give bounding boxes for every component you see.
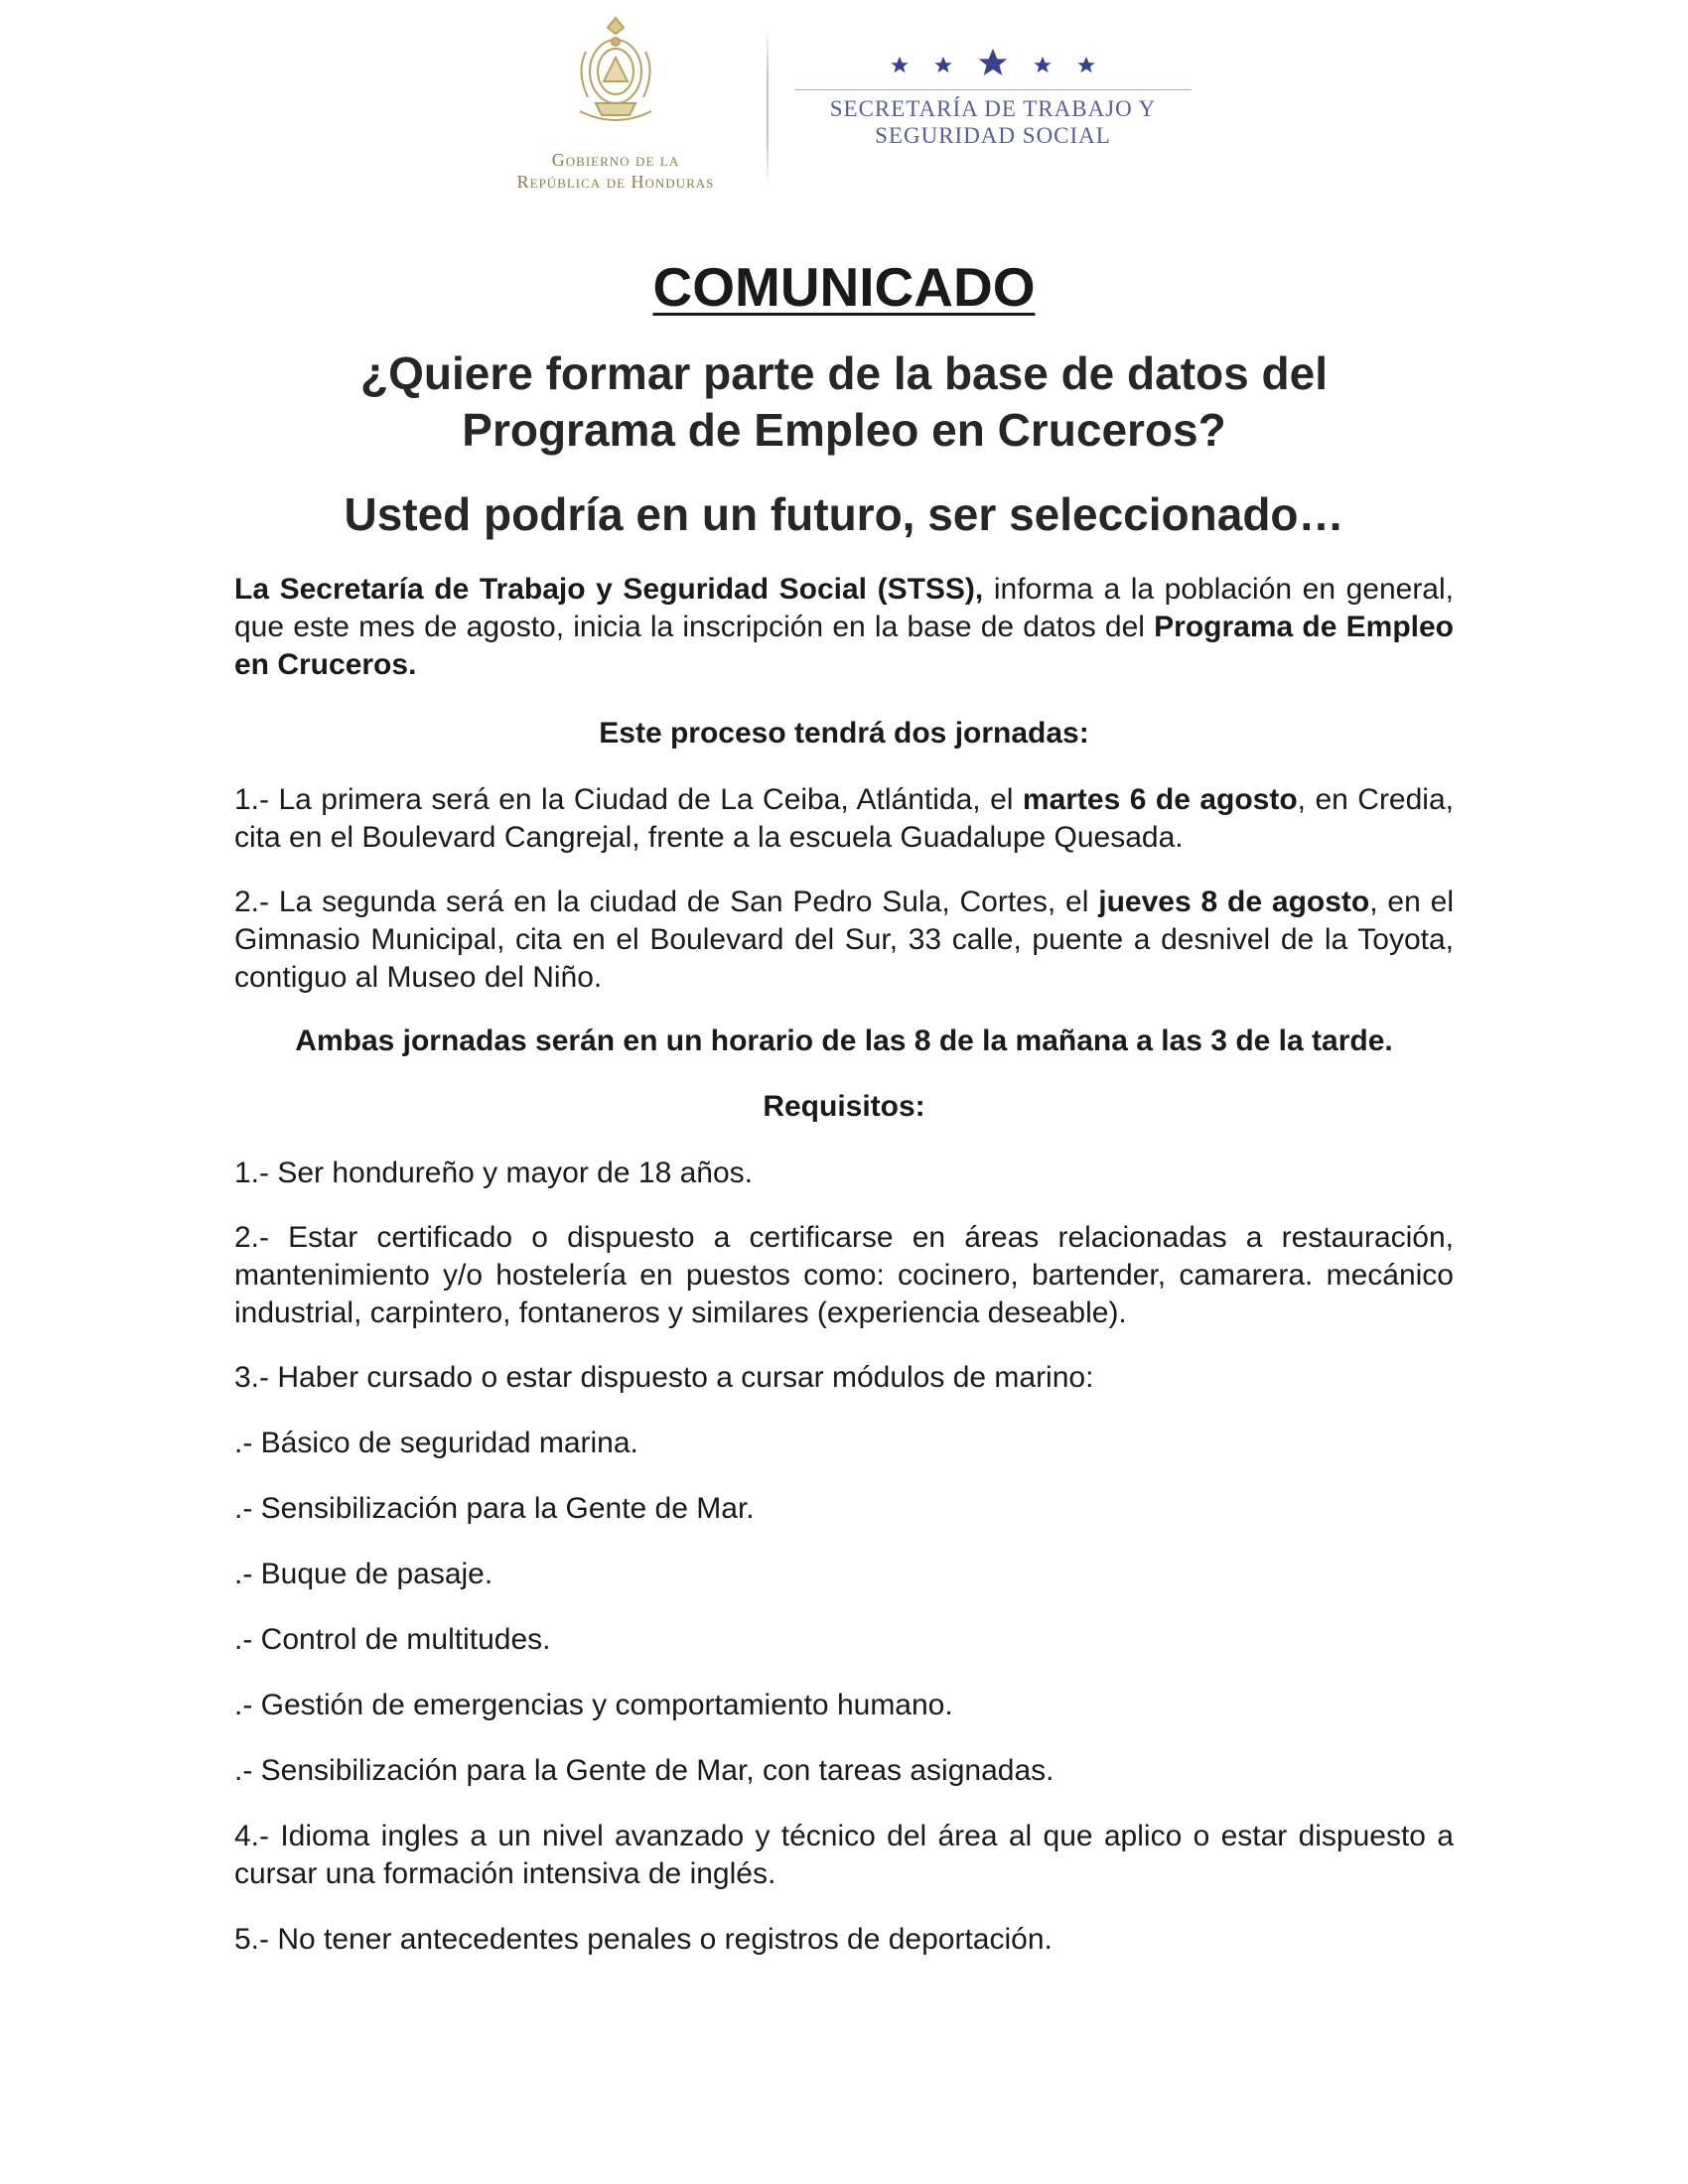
secretaria-name [794,95,1192,149]
secondary-subtitle: Usted podría en un futuro, ser seleccionado… [344,488,1344,540]
modulo-item: .- Buque de pasaje. [234,1558,493,1590]
requisito-1: 1.- Ser hondureño y mayor de 18 años. [234,1157,753,1189]
header-divider [767,28,769,187]
modulo-item: .- Gestión de emergencias y comportamiento humano. [234,1689,953,1721]
intro-paragraph [234,571,1454,684]
horario-notice: Ambas jornadas serán en un horario de las 8 de la mañana a las 3 de la tarde. [295,1024,1393,1057]
jornada-2-date: jueves 8 de agosto [1098,886,1370,918]
modulo-item: .- Sensibilización para la Gente de Mar. [234,1492,755,1525]
secretaria-name-line-2: SEGURIDAD SOCIAL [875,123,1111,148]
jornada-1-text-post: , en Credia, cita en el Boulevard Cangrejal, frente a la escuela Guadalupe Quesada. [234,783,1454,854]
jornada-2-text-post: , en el Gimnasio Municipal, cita en el Boulevard del Sur, 33 calle, puente a desnivel de la Toyota, contiguo al Museo del Niño. [234,886,1454,994]
subtitle-line-2: Programa de Empleo en Cruceros? [462,404,1226,456]
subtitle-line-1: ¿Quiere formar parte de la base de datos del [360,347,1328,399]
jornada-1-text-pre: 1.- La primera será en la Ciudad de La Ceiba, Atlántida, el [234,783,1023,816]
modulo-item: .- Sensibilización para la Gente de Mar, con tareas asignadas. [234,1754,1055,1787]
stars-icon [784,46,1201,85]
subtitle [199,345,1489,459]
letterhead [0,0,1688,199]
header-rule [794,89,1192,90]
jornada-2-paragraph [234,884,1454,997]
page-title: COMUNICADO [652,256,1036,318]
jornada-1-date: martes 6 de agosto [1022,783,1298,816]
modulo-item: .- Control de multitudes. [234,1623,551,1656]
requisito-5: 5.- No tener antecedentes penales o registros de deportación. [234,1923,1053,1956]
intro-text: informa a la población en general, que este mes de agosto, inicia la inscripción en la base de datos del [234,573,1454,643]
intro-bold-end: Programa de Empleo en Cruceros. [234,611,1454,681]
honduras-coat-of-arms-icon [566,12,665,131]
jornadas-heading: Este proceso tendrá dos jornadas: [599,717,1089,750]
government-name [477,149,755,193]
government-name-line-1: Gobierno de la [551,150,680,170]
secretaria-name-line-1: SECRETARÍA DE TRABAJO Y [829,96,1157,121]
intro-bold-start: La Secretaría de Trabajo y Seguridad Social (STSS), [234,573,984,606]
requisito-3: 3.- Haber cursado o estar dispuesto a cursar módulos de marino: [234,1361,1094,1394]
jornada-2-text-pre: 2.- La segunda será en la ciudad de San Pedro Sula, Cortes, el [234,886,1099,918]
requisitos-heading: Requisitos: [763,1090,925,1123]
jornada-1-paragraph [234,781,1454,857]
government-name-line-2: República de Honduras [516,172,715,192]
modulo-item: .- Básico de seguridad marina. [234,1427,638,1459]
requisito-4: 4.- Idioma ingles a un nivel avanzado y técnico del área al que aplico o estar dispuesto a cursar una formación intensiva de inglés. [234,1820,1454,1890]
requisito-2: 2.- Estar certificado o dispuesto a certificarse en áreas relacionadas a restauración, mantenimiento y/o hostelería en puestos como: cocinero, bartender, camarera. mecánico industrial, carpintero, fontaneros y similares (experiencia deseable). [234,1221,1454,1329]
